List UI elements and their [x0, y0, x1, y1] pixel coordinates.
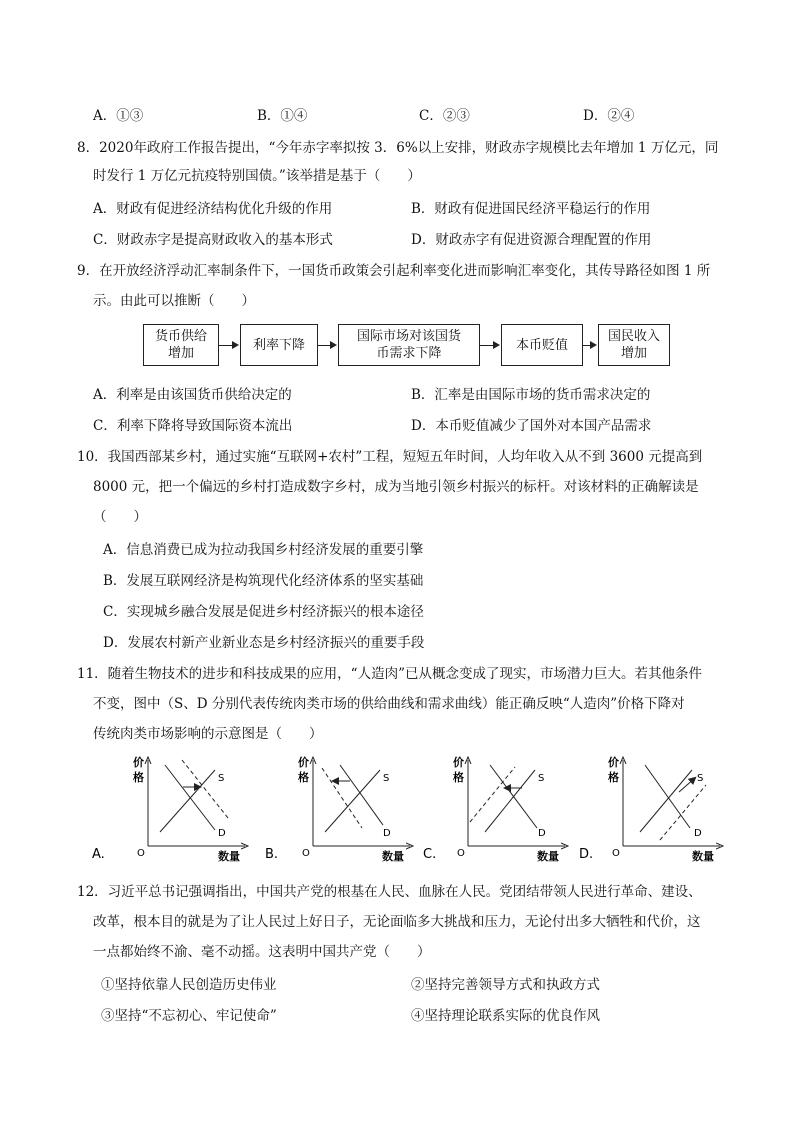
q8-option-b: B．财政有促进国民经济平稳运行的作用: [411, 201, 651, 217]
origin-label: O: [302, 848, 310, 859]
q12-stem-line3: 一点都始终不渝、毫不动摇。这表明中国共产党（ ）: [93, 944, 431, 960]
shift-arrow: [679, 778, 695, 792]
q12-statement-3: ③坚持“不忘初心、牢记使命”: [101, 1008, 277, 1024]
q7-option-d: D．②④: [583, 108, 635, 124]
q12-statement-1: ①坚持依靠人民创造历史伟业: [101, 977, 277, 993]
graph-a: [92, 755, 245, 863]
flow-box-depreciation: [501, 324, 583, 366]
shifted-curve: [182, 760, 228, 818]
q12-statement-4: ④坚持理论联系实际的优良作风: [411, 1008, 600, 1024]
q11-stem-line3: 传统肉类市场影响的示意图是（ ）: [93, 726, 323, 742]
flow-box-label: 本币贬值: [515, 337, 568, 353]
q9-option-c: C．利率下降将导致国际资本流出: [93, 418, 293, 434]
demand-label: D: [383, 828, 391, 839]
graph-option-label: B.: [265, 847, 279, 862]
supply-curve: [640, 770, 692, 832]
q10-stem-line2: 8000 元，把一个偏远的乡村打造成数字乡村，成为当地引领乡村振兴的标杆。对该材料的正确解读是: [93, 479, 699, 495]
x-axis-label: 数量: [218, 850, 240, 863]
q12-stem-line1: 12．习近平总书记强调指出，中国共产党的根基在人民、血脉在人民。党团结带领人民进行革命、建设、: [77, 884, 702, 900]
graph-b: [265, 755, 410, 863]
q7-option-b: B．①④: [257, 108, 308, 124]
q9-stem-line1: 9．在开放经济浮动汇率制条件下，一国货币政策会引起利率变化进而影响汇率变化，其传导路径如图 1 所: [77, 263, 711, 279]
flow-box-label: 国民收入增加: [607, 329, 660, 361]
x-axis-label: 数量: [382, 850, 404, 863]
graph-c: [423, 755, 565, 863]
y-axis-label: 格: [608, 771, 619, 784]
q10-option-b: B．发展互联网经济是构筑现代化经济体系的坚实基础: [103, 573, 424, 589]
supply-curve: [325, 770, 380, 832]
q7-option-c: C．②③: [419, 108, 470, 124]
flow-box-label: 利率下降: [252, 337, 305, 353]
demand-label: D: [538, 828, 546, 839]
supply-label: S: [383, 773, 390, 784]
q10-option-d: D．发展农村新产业新业态是乡村经济振兴的重要手段: [103, 635, 425, 651]
q8-option-d: D．财政赤字有促进资源合理配置的作用: [411, 232, 652, 248]
q8-stem-line1: 8．2020年政府工作报告提出，“今年赤字率拟按 3．6%以上安排，财政赤字规模比去年增加 1 万亿元，同: [77, 140, 719, 156]
demand-label: D: [694, 828, 702, 839]
supply-label: S: [697, 773, 704, 784]
y-axis-label: 价: [133, 756, 144, 769]
x-axis-label: 数量: [537, 850, 559, 863]
q11-graphs: [0, 750, 793, 870]
demand-curve: [165, 765, 215, 830]
q10-option-c: C．实现城乡融合发展是促进乡村经济振兴的根本途径: [103, 604, 424, 620]
q12-stem-line2: 改革，根本目的就是为了让人民过上好日子，无论面临多大挑战和压力，无论付出多大牺牲和代价，这: [93, 914, 701, 930]
flow-box-interest-rate: [240, 324, 318, 366]
y-axis-label: 价: [453, 756, 464, 769]
flow-arrow: [583, 345, 595, 346]
flow-box-label: 国际市场对该国货币需求下降: [356, 329, 461, 361]
flow-box-currency-demand: [338, 324, 480, 366]
flow-box-label: 货币供给增加: [154, 329, 207, 361]
supply-label: S: [218, 773, 225, 784]
y-axis-label: 价: [608, 756, 619, 769]
q11-stem-line2: 不变，图中（S、D 分别代表传统肉类市场的供给曲线和需求曲线）能正确反映“人造肉”价格下降对: [93, 696, 685, 712]
origin-label: O: [137, 848, 145, 859]
q8-stem-line2: 时发行 1 万亿元抗疫特别国债。”该举措是基于（ ）: [93, 168, 421, 184]
y-axis-label: 格: [453, 771, 464, 784]
q9-option-a: A．利率是由该国货币供给决定的: [93, 387, 292, 403]
flow-arrow: [219, 345, 237, 346]
shifted-curve: [470, 767, 515, 822]
q10-option-a: A．信息消费已成为拉动我国乡村经济发展的重要引擎: [103, 542, 424, 558]
q9-option-d: D．本币贬值减少了国外对本国产品需求: [411, 418, 652, 434]
x-axis-label: 数量: [692, 850, 714, 863]
flow-arrow: [480, 345, 498, 346]
graph-option-label: D.: [579, 847, 594, 862]
demand-label: D: [218, 828, 226, 839]
shifted-curve: [322, 768, 362, 828]
q8-option-c: C．财政赤字是提高财政收入的基本形式: [93, 232, 333, 248]
graph-option-label: C.: [423, 847, 437, 862]
demand-curve: [490, 765, 537, 828]
q11-stem-line1: 11．随着生物技术的进步和科技成果的应用，“人造肉”已从概念变成了现实，市场潜力巨大。若其他条件: [77, 666, 702, 682]
flow-box-national-income: [598, 324, 670, 366]
q7-option-a: A．①③: [93, 108, 144, 124]
supply-label: S: [538, 773, 545, 784]
graph-option-label: A.: [92, 847, 105, 862]
flow-arrow: [318, 345, 335, 346]
supply-curve: [485, 770, 535, 832]
q8-option-a: A．财政有促进经济结构优化升级的作用: [93, 201, 333, 217]
q12-statement-2: ②坚持完善领导方式和执政方式: [411, 977, 600, 993]
graph-d: [579, 755, 720, 863]
q10-stem-line1: 10．我国西部某乡村，通过实施“互联网+农村”工程，短短五年时间，人均年收入从不到 3600 元提高到: [77, 449, 703, 465]
supply-curve: [160, 770, 215, 832]
q9-stem-line2: 示。由此可以推断（ ）: [93, 293, 255, 309]
y-axis-label: 价: [298, 756, 309, 769]
y-axis-label: 格: [298, 771, 309, 784]
origin-label: O: [612, 848, 620, 859]
origin-label: O: [457, 848, 465, 859]
q9-option-b: B．汇率是由国际市场的货币需求决定的: [411, 387, 651, 403]
flow-box-money-supply: [143, 324, 219, 366]
q10-stem-line3: （ ）: [93, 509, 147, 525]
y-axis-label: 格: [133, 771, 144, 784]
